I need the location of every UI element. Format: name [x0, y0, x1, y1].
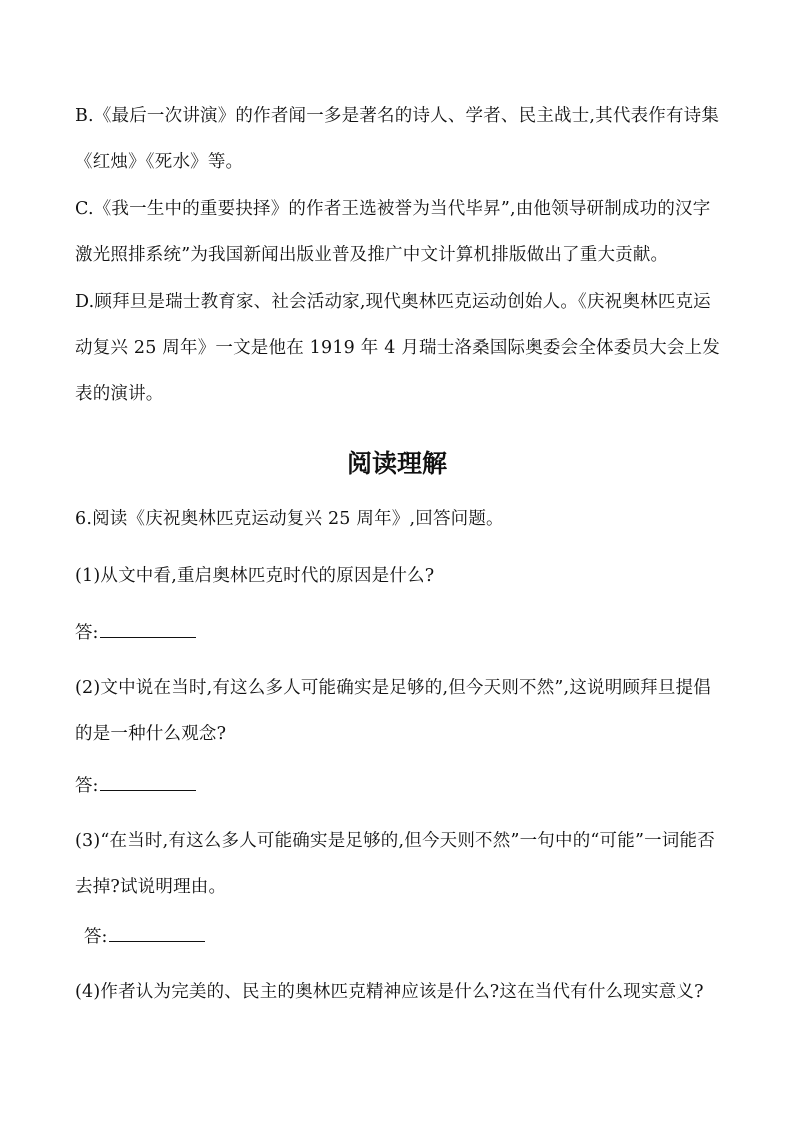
answer-line-3 [84, 922, 205, 952]
answer-label: 答: [84, 927, 108, 947]
answer-line-1 [75, 618, 196, 648]
answer-label: 答: [75, 623, 99, 643]
answer-blank[interactable] [100, 621, 196, 638]
option-d-text: D.顾拜旦是瑞士教育家、社会活动家,现代奥林匹克运动创始人。《庆祝奥林匹克运动复兴 25 周年》一文是他在 1919 年 4 月瑞士洛桑国际奥委会全体委员大会上发表的演讲。 [75, 292, 720, 404]
answer-line-2 [75, 771, 196, 801]
option-c-text: C.《我一生中的重要抉择》的作者王选被誉为当代毕昇”,由他领导研制成功的汉字激光照排系统”为我国新闻出版业普及推广中文计算机排版做出了重大贡献。 [75, 199, 711, 265]
question-6-intro: 6.阅读《庆祝奥林匹克运动复兴 25 周年》,回答问题。 [75, 509, 504, 529]
section-title: 阅读理解 [346, 449, 447, 478]
answer-blank[interactable] [109, 925, 205, 942]
question-6-3: (3)“在当时,有这么多人可能确实是足够的,但今天则不然”一句中的“可能”一词能否去掉?试说明理由。 [75, 831, 715, 897]
question-6-4: (4)作者认为完美的、民主的奥林匹克精神应该是什么?这在当代有什么现实意义? [75, 982, 704, 1002]
answer-label: 答: [75, 776, 99, 796]
question-6-1: (1)从文中看,重启奥林匹克时代的原因是什么? [75, 566, 435, 586]
option-b-text: B.《最后一次讲演》的作者闻一多是著名的诗人、学者、民主战士,其代表作有诗集《红烛》《死水》等。 [75, 106, 720, 172]
question-6-2: (2)文中说在当时,有这么多人可能确实是足够的,但今天则不然”,这说明顾拜旦提倡的是一种什么观念? [75, 678, 711, 744]
answer-blank[interactable] [100, 774, 196, 791]
